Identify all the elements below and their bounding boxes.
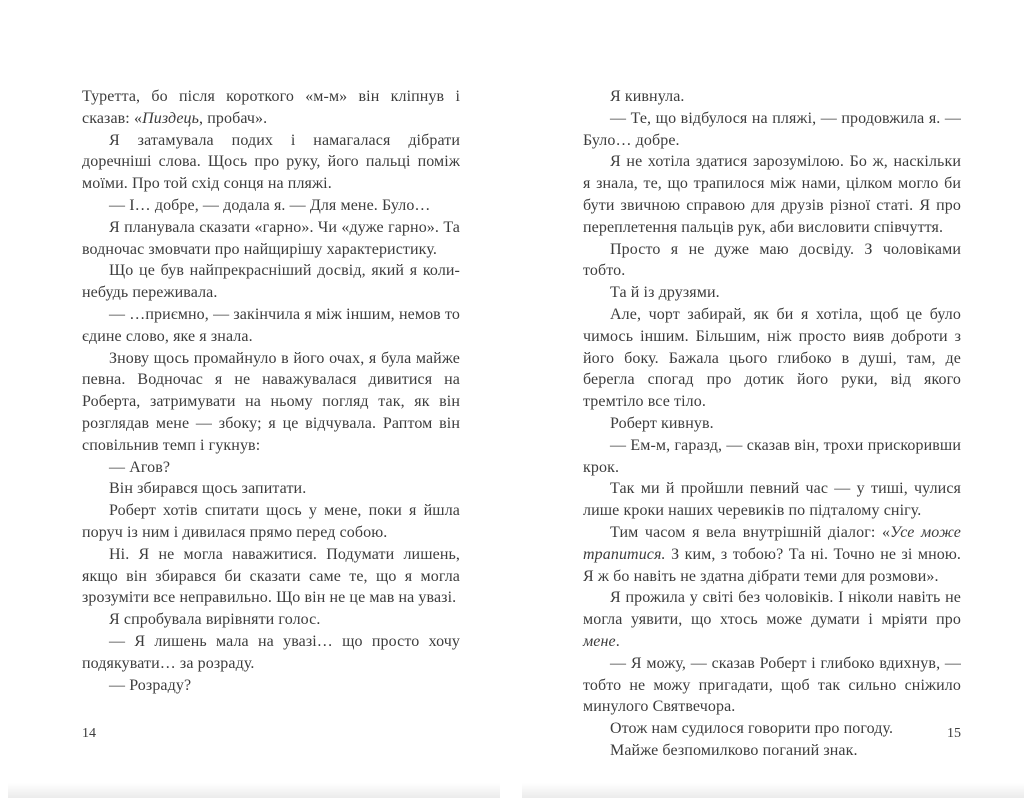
paragraph: — Я лишень мала на увазі… що просто хочу подякувати… за розраду. — [82, 632, 460, 672]
paragraph: Він збирався щось запитати. — [109, 480, 307, 498]
page-number-left: 14 — [82, 726, 96, 741]
page-right-bottom-edge-shadow — [522, 783, 1024, 798]
paragraph: Та й із друзями. — [610, 284, 720, 302]
paragraph: Але, чорт забирай, як би я хотіла, щоб це було чимось іншим. Більшим, ніж просто вияв доброти з його боку. Бажала цього глибоко в душі, там, де берегла спогад про дотик його руки, від якого тремтіло все тіло. — [583, 305, 961, 411]
paragraph: Я спробувала вирівняти голос. — [109, 611, 321, 629]
paragraph: Я прожила у світі без чоловіків. І ніколи навіть не могла уявити, що хтось може думати і мріяти про мене. — [583, 589, 961, 650]
paragraph: — Ем-м, гаразд, — сказав він, трохи прискоривши крок. — [583, 436, 961, 476]
paragraph: — Те, що відбулося на пляжі, — продовжила я. — Було… добре. — [583, 109, 961, 149]
page-left-bottom-edge-shadow — [8, 783, 500, 798]
paragraph: Туретта, бо після короткого «м-м» він кліпнув і сказав: «Пиздець, пробач». — [82, 88, 460, 127]
paragraph: — Я можу, — сказав Роберт і глибоко вдихнув, — тобто не можу пригадати, щоб так сильно сніжило минулого Святвечора. — [583, 654, 961, 716]
paragraph: — Розраду? — [109, 676, 192, 694]
page-left-text — [82, 86, 460, 696]
paragraph: Так ми й пройшли певний час — у тиші, чулися лише кроки наших черевиків по підталому снігу. — [583, 480, 961, 520]
paragraph: Я затамувала подих і намагалася дібрати доречніші слова. Щось про руку, його пальці поміж моїми. Про той схід сонця на пляжі. — [82, 131, 460, 193]
paragraph: Ні. Я не могла наважитися. Подумати лишень, якщо він збирався би сказати саме те, що я могла зрозуміти все неправильно. Що він не це мав на увазі. — [82, 545, 460, 607]
page-number-right: 15 — [947, 726, 961, 741]
paragraph: Знову щось промайнуло в його очах, я була майже певна. Водночас я не наважувалася дивитися на Роберта, затримувати на ньому погляд так, як він розглядав мене — збоку; я це відчувала. Раптом він сповільнив темп і гукнув: — [82, 349, 460, 454]
paragraph: Я кивнула. — [610, 88, 685, 105]
paragraph: Що це був найпрекрасніший досвід, який я коли-небудь переживала. — [82, 262, 460, 302]
paragraph: Роберт хотів спитати щось у мене, поки я йшла поруч із ним і дивилася прямо перед собою. — [82, 502, 460, 541]
paragraph: — І… добре, — додала я. — Для мене. Було… — [109, 196, 431, 214]
paragraph: Роберт кивнув. — [610, 414, 714, 432]
paragraph: Тим часом я вела внутрішній діалог: «Усе може трапитися. З ким, з тобою? Та ні. Точно не зі мною. Я ж бо навіть не здатна дібрати теми для розмови». — [583, 523, 961, 585]
paragraph: — …приємно, — закінчила я між іншим, немов то єдине слово, яке я знала. — [82, 305, 460, 345]
paragraph: Я не хотіла здатися зарозумілою. Бо ж, наскільки я знала, те, що трапилося між нами, цілком могло би бути звичною справою для друзів різної статі. Я про переплетення пальців рук, аби висловити співчуття. — [583, 153, 961, 236]
page-right — [522, 0, 1024, 798]
paragraph: Майже безпомилково поганий знак. — [610, 741, 858, 759]
paragraph: Просто я не дуже маю досвіду. З чоловіками тобто. — [583, 240, 961, 280]
page-left — [8, 0, 500, 798]
paragraph: — Агов? — [109, 458, 171, 476]
page-right-text — [583, 86, 961, 762]
paragraph: Я планувала сказати «гарно». Чи «дуже гарно». Та водночас змовчати про найщирішу характеристику. — [82, 218, 460, 258]
paragraph: Отож нам судилося говорити про погоду. — [610, 720, 894, 738]
